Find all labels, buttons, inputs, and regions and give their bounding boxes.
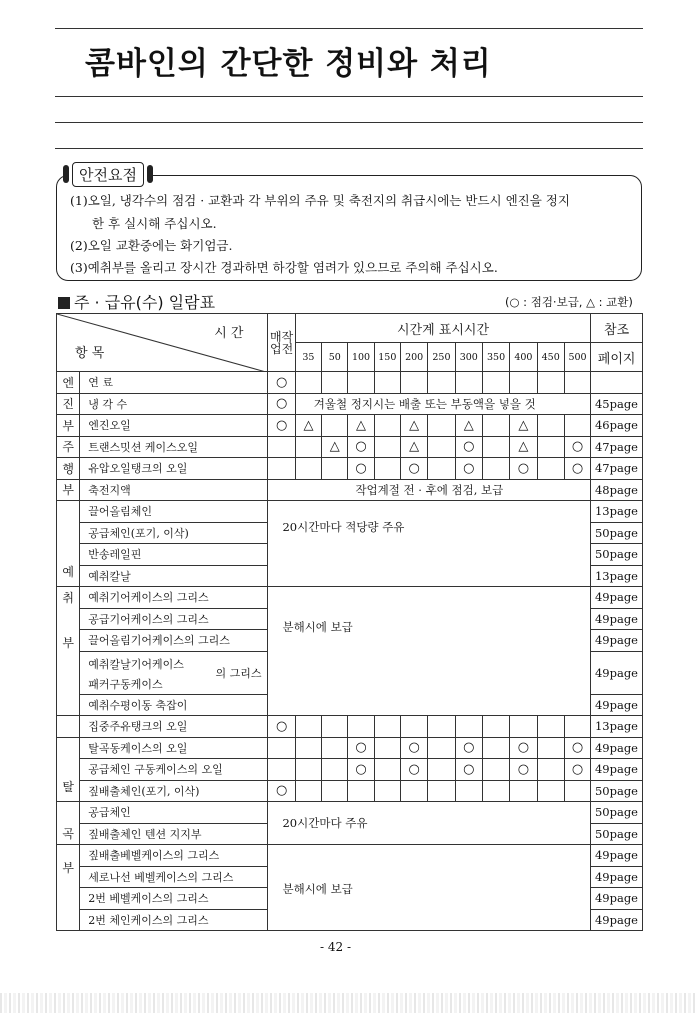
table-row — [57, 780, 643, 802]
note-grease: 분해시에 보급 — [268, 587, 591, 716]
mark — [322, 458, 348, 480]
mark: ○ — [564, 737, 590, 759]
row-feed-chain-page: 50page — [591, 522, 643, 544]
row-fuel-page — [591, 372, 643, 394]
mark: △ — [400, 436, 427, 458]
row-thresh-drive-item: 탈곡동케이스의 오일 — [80, 737, 268, 759]
row-reap-gear-item: 예취기어케이스의 그리스 — [80, 587, 268, 609]
row-transmission-item: 트랜스밋션 케이스오일 — [80, 436, 268, 458]
row-fuel-item: 연 료 — [80, 372, 268, 394]
group-engine-1: 엔 — [57, 372, 80, 394]
title-rule-3 — [55, 148, 643, 149]
mark — [295, 759, 321, 781]
title-rule-1 — [55, 96, 643, 97]
hour-400: 400 — [510, 343, 537, 372]
mark: ○ — [564, 759, 590, 781]
hour-500: 500 — [564, 343, 590, 372]
hour-300: 300 — [455, 343, 482, 372]
row-supply-chain-page: 50page — [591, 802, 643, 824]
mark — [322, 415, 348, 437]
mark: ○ — [510, 737, 537, 759]
mark: △ — [455, 415, 482, 437]
header-ref2: 페이지 — [591, 343, 643, 372]
safety-tag — [66, 162, 150, 186]
section-title-text: 주 · 급유(수) 일람표 — [74, 293, 216, 312]
square-bullet-icon — [58, 297, 70, 309]
mark — [537, 415, 564, 437]
page-number: - 42 - — [320, 940, 352, 954]
scan-artifact — [0, 993, 697, 1013]
mark — [428, 436, 455, 458]
mark — [564, 415, 590, 437]
mark: ○ — [564, 458, 590, 480]
mark: △ — [510, 436, 537, 458]
mark: ○ — [455, 737, 482, 759]
lubrication-table — [56, 313, 643, 931]
row-carry-rail-item: 반송레일핀 — [80, 544, 268, 566]
row-transmission-page: 47page — [591, 436, 643, 458]
table-row — [57, 458, 643, 480]
mark: ○ — [348, 436, 374, 458]
mark: ○ — [510, 458, 537, 480]
row-chain2-item: 2번 체인케이스의 그리스 — [80, 909, 268, 931]
mark: △ — [510, 415, 537, 437]
table-row — [57, 501, 643, 523]
header-meter: 시간계 표시시간 — [295, 314, 590, 343]
mark — [295, 436, 321, 458]
group-drive-3: 부 — [57, 479, 80, 501]
row-reap-gear-page: 49page — [591, 587, 643, 609]
mark — [537, 436, 564, 458]
row-feed-chain-item: 공급체인(포기, 이삭) — [80, 522, 268, 544]
mark: ○ — [400, 737, 427, 759]
row-carry-rail-page: 50page — [591, 544, 643, 566]
table-row — [57, 737, 643, 759]
row-vertical-bevel-page: 49page — [591, 866, 643, 888]
row-engine-oil-item: 엔진오일 — [80, 415, 268, 437]
row-feed-drive-item: 공급체인 구동케이스의 오일 — [80, 759, 268, 781]
group-drive-1: 주 — [57, 436, 80, 458]
row-straw-chain-item: 짚배출체인(포기, 이삭) — [80, 780, 268, 802]
safety-line-1: (1)오일, 냉각수의 점검 · 교환과 각 부위의 주유 및 축전지의 취급시에는 반드시 엔진을 정지 — [70, 193, 570, 208]
hour-450: 450 — [537, 343, 564, 372]
row-straw-tension-page: 50page — [591, 823, 643, 845]
row-central-tank-daily: ○ — [268, 716, 295, 738]
row-coolant-daily: ○ — [268, 393, 295, 415]
mark: △ — [348, 415, 374, 437]
page-title: 콤바인의 간단한 정비와 처리 — [85, 46, 492, 82]
table-row — [57, 759, 643, 781]
note-oil20: 20시간마다 적당량 주유 — [268, 501, 591, 587]
mark: ○ — [455, 759, 482, 781]
mark — [482, 458, 509, 480]
hour-35: 35 — [295, 343, 321, 372]
row-hydraulic-page: 47page — [591, 458, 643, 480]
row-blade-gear-suffix: 의 그리스 — [215, 666, 262, 680]
mark: ○ — [400, 458, 427, 480]
group-engine-2: 진 — [57, 393, 80, 415]
row-bevel2-page: 49page — [591, 888, 643, 910]
row-blade-gear-a: 예취칼날기어케이스 — [88, 657, 184, 671]
group-thresher-3: 부 — [57, 845, 80, 931]
row-lift-chain-page: 13page — [591, 501, 643, 523]
note-oil20b: 20시간마다 주유 — [268, 802, 591, 845]
group-reaper-3: 부 — [57, 608, 80, 716]
header-item-label: 항 목 — [75, 346, 105, 361]
section-title — [58, 290, 215, 313]
mark — [374, 759, 400, 781]
row-feed-drive-page: 49page — [591, 759, 643, 781]
table-row — [57, 587, 643, 609]
row-engine-oil-page: 46page — [591, 415, 643, 437]
group-reaper-2: 취 — [57, 587, 80, 609]
header-diagonal-cell — [57, 314, 268, 372]
row-reap-shaft-page: 49page — [591, 694, 643, 716]
row-feed-gear-page: 49page — [591, 608, 643, 630]
row-hydraulic-item: 유압오일탱크의 오일 — [80, 458, 268, 480]
table-row — [57, 845, 643, 867]
hour-350: 350 — [482, 343, 509, 372]
row-coolant-item: 냉 각 수 — [80, 393, 268, 415]
group-reaper-blank — [57, 716, 80, 738]
mark — [482, 737, 509, 759]
row-coolant-page: 45page — [591, 393, 643, 415]
mark — [428, 759, 455, 781]
row-bevel2-item: 2번 베벨케이스의 그리스 — [80, 888, 268, 910]
mark — [482, 436, 509, 458]
header-time-label: 시 간 — [214, 326, 244, 341]
group-thresher-1: 탈 — [57, 737, 80, 802]
note-battery: 작업계절 전 · 후에 점검, 보급 — [268, 479, 591, 501]
row-lift-chain-item: 끌어올림체인 — [80, 501, 268, 523]
mark: ○ — [348, 759, 374, 781]
mark — [482, 759, 509, 781]
group-drive-2: 행 — [57, 458, 80, 480]
table-row — [57, 393, 643, 415]
row-straw-tension-item: 짚배출체인 텐션 지지부 — [80, 823, 268, 845]
table-row — [57, 415, 643, 437]
header-daily: 매작업전 — [268, 314, 295, 372]
group-engine-3: 부 — [57, 415, 80, 437]
group-thresher-2: 곡 — [57, 802, 80, 845]
mark: △ — [322, 436, 348, 458]
mark — [428, 458, 455, 480]
row-lift-gear-page: 49page — [591, 630, 643, 652]
safety-line-3: (2)오일 교환중에는 화기엄금. — [70, 238, 233, 253]
row-reap-shaft-item: 예취수평이동 축잡이 — [80, 694, 268, 716]
mark — [428, 737, 455, 759]
top-rule — [55, 28, 643, 29]
mark — [295, 458, 321, 480]
mark — [537, 759, 564, 781]
mark — [295, 737, 321, 759]
mark — [374, 415, 400, 437]
table-row — [57, 372, 643, 394]
row-blade-gear-b: 패커구동케이스 — [88, 677, 163, 691]
table-row — [57, 479, 643, 501]
note-grease2: 분해시에 보급 — [268, 845, 591, 931]
legend: (○ : 점검·보급, △ : 교환) — [505, 295, 633, 309]
note-coolant: 겨울철 정지시는 배출 또는 부동액을 넣을 것 — [295, 393, 590, 415]
mark — [482, 415, 509, 437]
group-reaper-1: 예 — [57, 501, 80, 587]
row-blade-item: 예취칼날 — [80, 565, 268, 587]
row-supply-chain-item: 공급체인 — [80, 802, 268, 824]
row-blade-page: 13page — [591, 565, 643, 587]
mark — [537, 737, 564, 759]
header-ref1: 참조 — [591, 314, 643, 343]
mark: △ — [400, 415, 427, 437]
hour-50: 50 — [322, 343, 348, 372]
mark: ○ — [348, 737, 374, 759]
mark: ○ — [348, 458, 374, 480]
hour-100: 100 — [348, 343, 374, 372]
mark — [374, 737, 400, 759]
row-battery-page: 48page — [591, 479, 643, 501]
row-engine-oil-daily: ○ — [268, 415, 295, 437]
table-row — [57, 436, 643, 458]
mark — [322, 737, 348, 759]
row-feed-gear-item: 공급기어케이스의 그리스 — [80, 608, 268, 630]
row-vertical-bevel-item: 세로나선 베벨케이스의 그리스 — [80, 866, 268, 888]
safety-line-4: (3)예취부를 올리고 장시간 경과하면 하강할 염려가 있으므로 주의해 주십시오. — [70, 260, 498, 275]
mark — [322, 759, 348, 781]
title-rule-2 — [55, 122, 643, 123]
row-lift-gear-item: 끌어올림기어케이스의 그리스 — [80, 630, 268, 652]
mark: △ — [295, 415, 321, 437]
row-central-tank-page: 13page — [591, 716, 643, 738]
row-straw-bevel-item: 짚배출베벨케이스의 그리스 — [80, 845, 268, 867]
row-straw-bevel-page: 49page — [591, 845, 643, 867]
hour-200: 200 — [400, 343, 427, 372]
table-row — [57, 802, 643, 824]
hour-250: 250 — [428, 343, 455, 372]
row-blade-gear-page: 49page — [591, 651, 643, 694]
hour-150: 150 — [374, 343, 400, 372]
safety-line-2: 한 후 실시해 주십시오. — [92, 216, 217, 231]
row-blade-gear-item — [80, 651, 268, 694]
mark — [374, 436, 400, 458]
row-chain2-page: 49page — [591, 909, 643, 931]
header-row-1 — [57, 314, 643, 343]
mark — [428, 415, 455, 437]
safety-tag-label: 안전요점 — [72, 162, 144, 187]
mark: ○ — [455, 436, 482, 458]
mark: ○ — [455, 458, 482, 480]
row-central-tank-item: 집중주유탱크의 오일 — [80, 716, 268, 738]
mark — [374, 458, 400, 480]
mark: ○ — [400, 759, 427, 781]
mark: ○ — [510, 759, 537, 781]
row-fuel-daily: ○ — [268, 372, 295, 394]
table-row — [57, 716, 643, 738]
row-battery-item: 축전지액 — [80, 479, 268, 501]
row-straw-chain-page: 50page — [591, 780, 643, 802]
mark — [537, 458, 564, 480]
row-thresh-drive-page: 49page — [591, 737, 643, 759]
mark: ○ — [564, 436, 590, 458]
row-straw-chain-daily: ○ — [268, 780, 295, 802]
